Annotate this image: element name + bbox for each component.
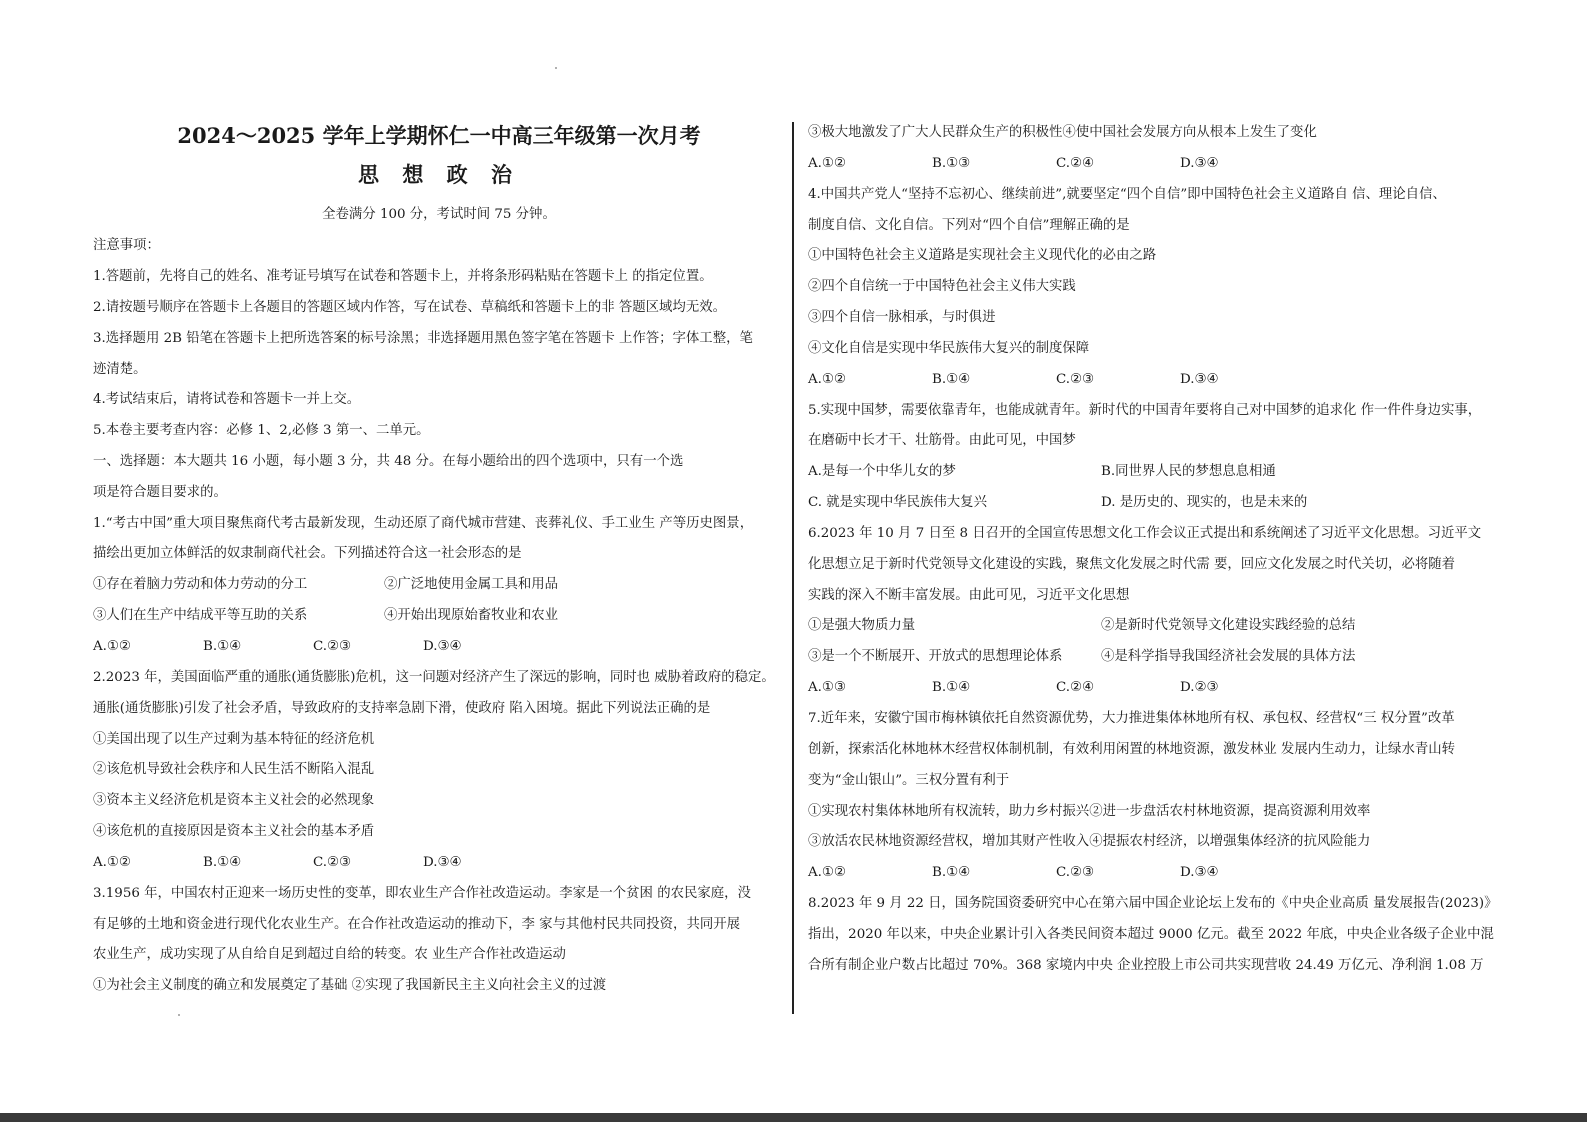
option-c[interactable]: C.②③ bbox=[313, 855, 352, 870]
statement: ①存在着脑力劳动和体力劳动的分工 bbox=[93, 577, 308, 592]
scan-speck bbox=[555, 67, 557, 69]
option-c[interactable]: C.②③ bbox=[1056, 372, 1095, 387]
option-d[interactable]: D.③④ bbox=[1180, 865, 1219, 880]
question-stem: 描绘出更加立体鲜活的奴隶制商代社会。下列描述符合这一社会形态的是 bbox=[93, 546, 522, 561]
option-c[interactable]: C.②③ bbox=[313, 639, 352, 654]
option-c[interactable]: C.②④ bbox=[1056, 156, 1095, 171]
option-c[interactable]: C.②④ bbox=[1056, 680, 1095, 695]
statement: ③资本主义经济危机是资本主义社会的必然现象 bbox=[93, 793, 375, 808]
note-item: 迹清楚。 bbox=[93, 362, 147, 377]
option-d[interactable]: D.③④ bbox=[423, 639, 462, 654]
note-item: 5.本卷主要考查内容：必修 1、2,必修 3 第一、二单元。 bbox=[93, 423, 430, 438]
option-c[interactable]: C.②③ bbox=[1056, 865, 1095, 880]
statement: ③人们在生产中结成平等互助的关系 bbox=[93, 608, 308, 623]
section-heading-cont: 项是符合题目要求的。 bbox=[93, 485, 227, 500]
question-stem: 实践的深入不断丰富发展。由此可见，习近平文化思想 bbox=[808, 588, 1130, 603]
note-item: 4.考试结束后，请将试卷和答题卡一并上交。 bbox=[93, 392, 361, 407]
option-b[interactable]: B.①④ bbox=[932, 372, 971, 387]
option-b[interactable]: B.①④ bbox=[203, 639, 242, 654]
scan-speck bbox=[178, 1014, 180, 1016]
option-b[interactable]: B.①④ bbox=[203, 855, 242, 870]
question-stem: 通胀(通货膨胀)引发了社会矛盾，导致政府的支持率急剧下滑，使政府 陷入困境。据此下列说法正确的是 bbox=[93, 701, 711, 716]
column-divider bbox=[792, 122, 794, 1014]
option-a[interactable]: A.①② bbox=[93, 855, 131, 870]
question-stem: 1.“考古中国”重大项目聚焦商代考古最新发现，生动还原了商代城市营建、丧葬礼仪、手工业生 产等历史图景， bbox=[93, 516, 754, 531]
notes-heading: 注意事项： bbox=[93, 238, 160, 253]
statement: ④是科学指导我国经济社会发展的具体方法 bbox=[1101, 649, 1356, 664]
statement: ③是一个不断展开、开放式的思想理论体系 bbox=[808, 649, 1063, 664]
option-c[interactable]: C. 就是实现中华民族伟大复兴 bbox=[808, 495, 987, 510]
option-b[interactable]: B.①④ bbox=[932, 680, 971, 695]
statement: ②四个自信统一于中国特色社会主义伟大实践 bbox=[808, 279, 1076, 294]
statement: ①美国出现了以生产过剩为基本特征的经济危机 bbox=[93, 732, 375, 747]
option-d[interactable]: D.②③ bbox=[1180, 680, 1219, 695]
option-a[interactable]: A.①② bbox=[808, 865, 846, 880]
score-note: 全卷满分 100 分，考试时间 75 分钟。 bbox=[322, 207, 556, 222]
statement-row: ①为社会主义制度的确立和发展奠定了基础 ②实现了我国新民主主义向社会主义的过渡 bbox=[93, 978, 607, 993]
question-stem: 创新，探索活化林地林木经营权体制机制，有效利用闲置的林地资源，激发林业 发展内生动力，让绿水青山转 bbox=[808, 742, 1456, 757]
section-heading: 一、选择题：本大题共 16 小题，每小题 3 分，共 48 分。在每小题给出的四个选项中，只有一个选 bbox=[93, 454, 684, 469]
statement: ①中国特色社会主义道路是实现社会主义现代化的必由之路 bbox=[808, 248, 1157, 263]
statement: ②广泛地使用金属工具和用品 bbox=[384, 577, 559, 592]
option-d[interactable]: D.③④ bbox=[1180, 372, 1219, 387]
note-item: 1.答题前，先将自己的姓名、准考证号填写在试卷和答题卡上，并将条形码粘贴在答题卡上 的指定位置。 bbox=[93, 269, 713, 284]
question-stem: 指出，2020 年以来，中央企业累计引入各类民间资本超过 9000 亿元。截至 2022 年底，中央企业各级子企业中混 bbox=[808, 927, 1494, 942]
question-stem: 7.近年来，安徽宁国市梅林镇依托自然资源优势，大力推进集体林地所有权、承包权、经营权“三 权分置”改革 bbox=[808, 711, 1455, 726]
option-a[interactable]: A.是每一个中华儿女的梦 bbox=[808, 464, 956, 479]
option-b[interactable]: B.同世界人民的梦想息息相通 bbox=[1101, 464, 1276, 479]
note-item: 2.请按题号顺序在答题卡上各题目的答题区域内作答，写在试卷、草稿纸和答题卡上的非 答题区域均无效。 bbox=[93, 300, 726, 315]
question-stem: 变为“金山银山”。三权分置有利于 bbox=[808, 773, 1010, 788]
option-d[interactable]: D.③④ bbox=[423, 855, 462, 870]
question-stem: 4.中国共产党人“坚持不忘初心、继续前进”,就要坚定“四个自信”即中国特色社会主义道路自 信、理论自信、 bbox=[808, 187, 1446, 202]
option-d[interactable]: D. 是历史的、现实的，也是未来的 bbox=[1101, 495, 1308, 510]
statement: ④文化自信是实现中华民族伟大复兴的制度保障 bbox=[808, 341, 1090, 356]
question-stem: 8.2023 年 9 月 22 日，国务院国资委研究中心在第六届中国企业论坛上发布的《中央企业高质 量发展报告(2023)》 bbox=[808, 896, 1498, 911]
exam-title: 2024～2025 学年上学期怀仁一中高三年级第一次月考 bbox=[177, 123, 701, 148]
statement: ③四个自信一脉相承，与时俱进 bbox=[808, 310, 996, 325]
option-a[interactable]: A.①② bbox=[808, 156, 846, 171]
question-stem: 6.2023 年 10 月 7 日至 8 日召开的全国宣传思想文化工作会议正式提出和系统阐述了习近平文化思想。习近平文 bbox=[808, 526, 1482, 541]
option-a[interactable]: A.①② bbox=[93, 639, 131, 654]
question-stem: 化思想立足于新时代党领导文化建设的实践，聚焦文化发展之时代需 要，回应文化发展之时代关切，必将随着 bbox=[808, 557, 1456, 572]
question-stem: 在磨砺中长才干、壮筋骨。由此可见，中国梦 bbox=[808, 433, 1076, 448]
question-stem: 3.1956 年，中国农村正迎来一场历史性的变革，即农业生产合作社改造运动。李家是一个贫困 的农民家庭，没 bbox=[93, 886, 751, 901]
question-stem: 农业生产，成功实现了从自给自足到超过自给的转变。农 业生产合作社改造运动 bbox=[93, 947, 566, 962]
statement: ②是新时代党领导文化建设实践经验的总结 bbox=[1101, 618, 1356, 633]
option-a[interactable]: A.①② bbox=[808, 372, 846, 387]
subject-title: 思 想 政 治 bbox=[358, 162, 520, 187]
statement: ④该危机的直接原因是资本主义社会的基本矛盾 bbox=[93, 824, 375, 839]
statement: ①是强大物质力量 bbox=[808, 618, 916, 633]
option-b[interactable]: B.①③ bbox=[932, 156, 971, 171]
note-item: 3.选择题用 2B 铅笔在答题卡上把所选答案的标号涂黑；非选择题用黑色签字笔在答题卡 上作答；字体工整，笔 bbox=[93, 331, 753, 346]
question-stem: 5.实现中国梦，需要依靠青年，也能成就青年。新时代的中国青年要将自己对中国梦的追求化 作一件件身边实事， bbox=[808, 403, 1482, 418]
question-stem: 制度自信、文化自信。下列对“四个自信”理解正确的是 bbox=[808, 218, 1130, 233]
statement-row: ③放活农民林地资源经营权，增加其财产性收入④提振农村经济，以增强集体经济的抗风险能力 bbox=[808, 834, 1371, 849]
scan-bottom-edge bbox=[0, 1113, 1587, 1122]
statement: ④开始出现原始畜牧业和农业 bbox=[384, 608, 559, 623]
question-stem: 2.2023 年，美国面临严重的通胀(通货膨胀)危机，这一问题对经济产生了深远的影响，同时也 威胁着政府的稳定。 bbox=[93, 670, 775, 685]
option-d[interactable]: D.③④ bbox=[1180, 156, 1219, 171]
statement-row: ①实现农村集体林地所有权流转，助力乡村振兴②进一步盘活农村林地资源，提高资源利用效率 bbox=[808, 804, 1371, 819]
question-stem: 合所有制企业户数占比超过 70%。368 家境内中央 企业控股上市公司共实现营收 24.49 万亿元、净利润 1.08 万 bbox=[808, 958, 1484, 973]
option-a[interactable]: A.①③ bbox=[808, 680, 846, 695]
question-stem: 有足够的土地和资金进行现代化农业生产。在合作社改造运动的推动下，李 家与其他村民共同投资，共同开展 bbox=[93, 917, 741, 932]
option-b[interactable]: B.①④ bbox=[932, 865, 971, 880]
statement: ②该危机导致社会秩序和人民生活不断陷入混乱 bbox=[93, 762, 375, 777]
statement-row: ③极大地激发了广大人民群众生产的积极性④使中国社会发展方向从根本上发生了变化 bbox=[808, 125, 1317, 140]
